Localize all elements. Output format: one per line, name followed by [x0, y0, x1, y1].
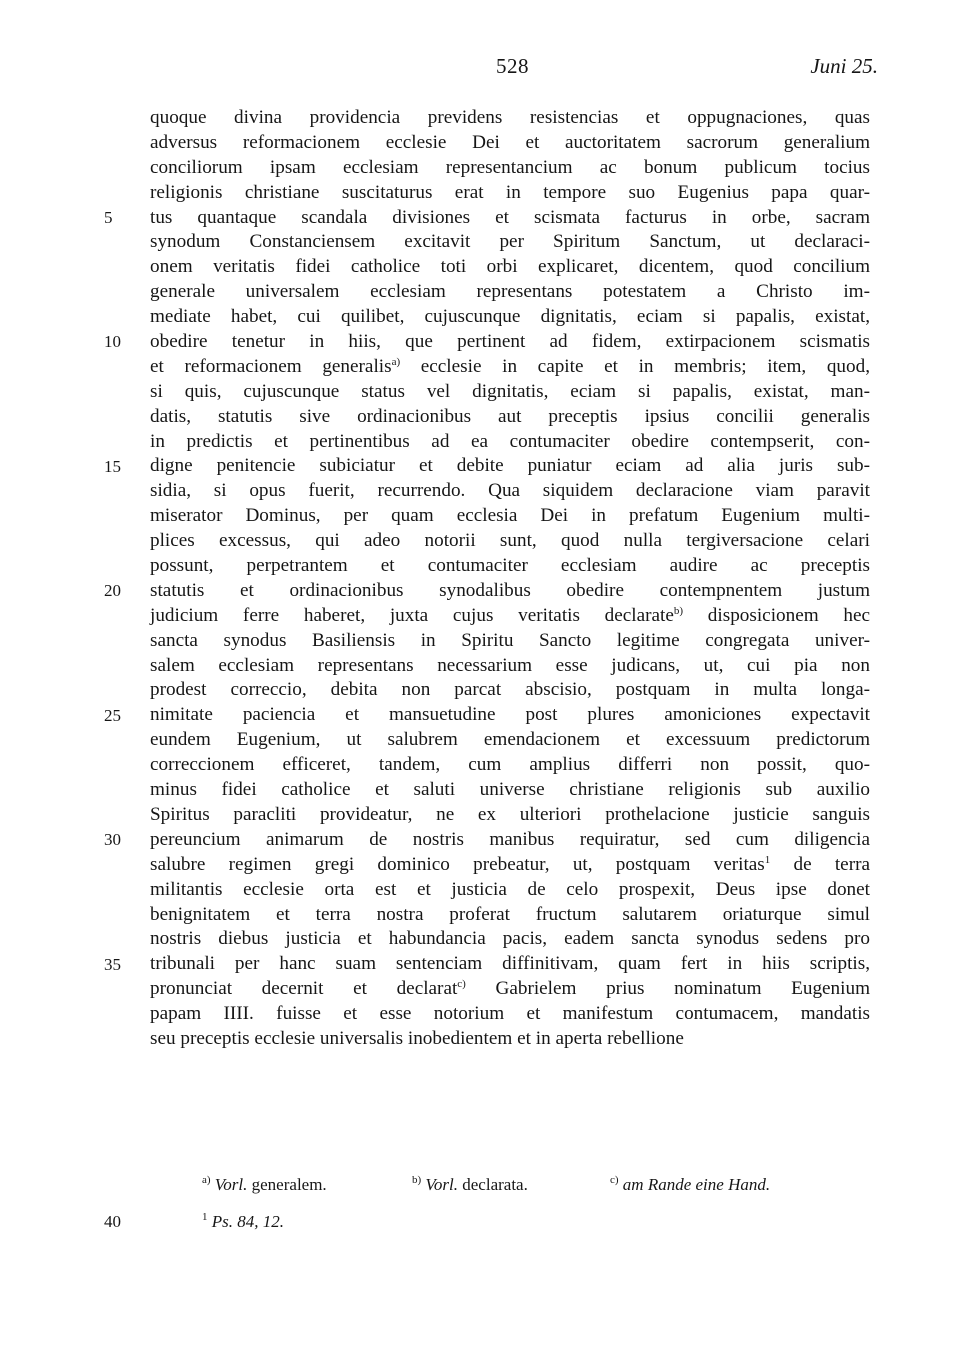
line-number: 10	[104, 332, 121, 352]
line-number: 35	[104, 954, 121, 974]
line-number: 20	[104, 581, 121, 601]
line-end: de terra	[770, 853, 870, 875]
footnote-mark: a)	[202, 1174, 211, 1186]
text-line: seu preceptis ecclesie universalis inobedientem et in aperta rebellione	[150, 1027, 684, 1049]
text-line	[150, 853, 870, 878]
text-line: obedire tenetur in hiis, que pertinent ad fidem, extirpacionem scismatis	[150, 331, 870, 353]
footnote-mark: 1	[202, 1211, 208, 1223]
footnote-text: generalem.	[247, 1175, 327, 1194]
footnote-text: am Rande eine Hand.	[622, 1175, 771, 1194]
footnote-text: Ps. 84, 12.	[211, 1212, 284, 1231]
text-line: religionis christiane suscitaturus erat in tempore suo Eugenius papa quar-	[150, 181, 870, 203]
page-header	[0, 54, 960, 84]
text-line: papam IIII. fuisse et esse notorium et manifestum contumacem, mandatis	[150, 1003, 870, 1025]
text-line: generale universalem ecclesiam representans potestatem a Christo im-	[150, 281, 870, 303]
page-number: 528	[496, 54, 529, 78]
text-line: benignitatem et terra nostra proferat fructum salutarem oriaturque simul	[150, 903, 870, 925]
line-number: 40	[104, 1212, 121, 1231]
text-line: synodum Constanciensem excitavit per Spiritum Sanctum, ut declaraci-	[150, 231, 870, 253]
footnote-c	[610, 1175, 770, 1195]
line-end: Gabrielem prius nominatum Eugenium	[465, 978, 870, 1000]
footnote-mark: c)	[610, 1174, 619, 1186]
footnote-text: declarata.	[458, 1175, 528, 1194]
text-line	[150, 355, 870, 380]
footnote-marker-c: c)	[457, 978, 466, 991]
text-line	[150, 604, 870, 629]
text-line: possunt, perpetrantem et contumaciter ecclesiam audire ac preceptis	[150, 555, 870, 577]
text-line: miserator Dominus, per quam ecclesia Dei in prefatum Eugenium multi-	[150, 505, 870, 527]
text-line: nostris diebus justicia et habundancia pacis, eadem sancta synodus sedens pro	[150, 928, 870, 950]
footnote-marker-b: b)	[673, 604, 684, 617]
text-line: onem veritatis fidei catholice toti orbi explicaret, dicentem, quod concilium	[150, 256, 870, 278]
footnote-label: Vorl.	[214, 1175, 248, 1194]
line-number: 25	[104, 705, 121, 725]
text-line: correccionem efficeret, tandem, cum amplius differri non possit, quo-	[150, 754, 870, 776]
line-end: disposicionem hec	[683, 604, 870, 626]
text-line: conciliorum ipsam ecclesiam representancium ac bonum publicum tocius	[150, 156, 870, 178]
line-end: ecclesie in capite et in membris; item, quod,	[400, 355, 870, 377]
text-line: statutis et ordinacionibus synodalibus obedire contempnentem justum	[150, 579, 870, 601]
text-line: datis, statutis sive ordinacionibus aut preceptis ipsius concilii generalis	[150, 405, 870, 427]
text-line: minus fidei catholice et saluti universe christiane religionis sub auxilio	[150, 779, 870, 801]
text-line: adversus reformacionem ecclesie Dei et auctoritatem sacrorum generalium	[150, 131, 870, 153]
line-start: salubre regimen gregi dominico prebeatur, ut, postquam veritas	[150, 853, 765, 875]
text-line: in predictis et pertinentibus ad ea contumaciter obedire contempserit, con-	[150, 430, 870, 452]
text-line: eundem Eugenium, ut salubrem emendacionem et excessuum predictorum	[150, 729, 870, 751]
footnote-mark: b)	[412, 1174, 422, 1186]
text-line: prodest correccio, debita non parcat abscisio, postquam in multa longa-	[150, 679, 870, 701]
footnote-marker-1: 1	[764, 853, 771, 866]
footnote-marker-a: a)	[391, 355, 401, 368]
line-number: 15	[104, 456, 121, 476]
text-line: salem ecclesiam representans necessarium esse judicans, ut, cui pia non	[150, 654, 870, 676]
text-line: quoque divina providencia previdens resistencias et oppugnaciones, quas	[150, 107, 870, 128]
text-line: nimitate paciencia et mansuetudine post plures amoniciones expectavit	[150, 704, 870, 726]
line-start: et reformacionem generalis	[150, 355, 392, 377]
footnote-reference-1	[202, 1212, 284, 1232]
text-line: digne penitencie subiciatur et debite puniatur eciam ad alia juris sub-	[150, 455, 870, 477]
text-line: sidia, si opus fuerit, recurrendo. Qua siquidem declaracione viam paravit	[150, 480, 870, 502]
text-line: pereuncium animarum de nostris manibus requiratur, sed cum diligencia	[150, 828, 870, 850]
footnote-b	[412, 1175, 528, 1195]
text-line: mediate habet, cui quilibet, cujuscunque dignitatis, eciam si papalis, existat,	[150, 306, 870, 328]
text-line: si quis, cujuscunque status vel dignitatis, eciam si papalis, existat, man-	[150, 380, 870, 402]
running-head-date: Juni 25.	[810, 54, 878, 78]
text-line: plices excessus, qui adeo notorii sunt, quod nulla tergiversacione celari	[150, 530, 870, 552]
text-line	[150, 977, 870, 1002]
line-start: pronunciat decernit et declarat	[150, 978, 458, 1000]
line-number: 30	[104, 830, 121, 850]
footnote-label: Vorl.	[425, 1175, 459, 1194]
line-number: 5	[104, 207, 113, 227]
line-start: judicium ferre haberet, juxta cujus veritatis declarate	[150, 604, 674, 626]
text-line: militantis ecclesie orta est et justicia de celo prospexit, Deus ipse donet	[150, 878, 870, 900]
text-line: tribunali per hanc suam sentenciam diffinitivam, quam fert in hiis scriptis,	[150, 953, 870, 975]
text-line: Spiritus paracliti provideatur, ne ex ulteriori prothelacione justicie sanguis	[150, 803, 870, 825]
text-line: sancta synodus Basiliensis in Spiritu Sancto legitime congregata univer-	[150, 629, 870, 651]
footnote-a	[202, 1175, 327, 1195]
text-line: tus quantaque scandala divisiones et scismata facturus in orbe, sacram	[150, 206, 870, 228]
body-text	[150, 106, 870, 1052]
